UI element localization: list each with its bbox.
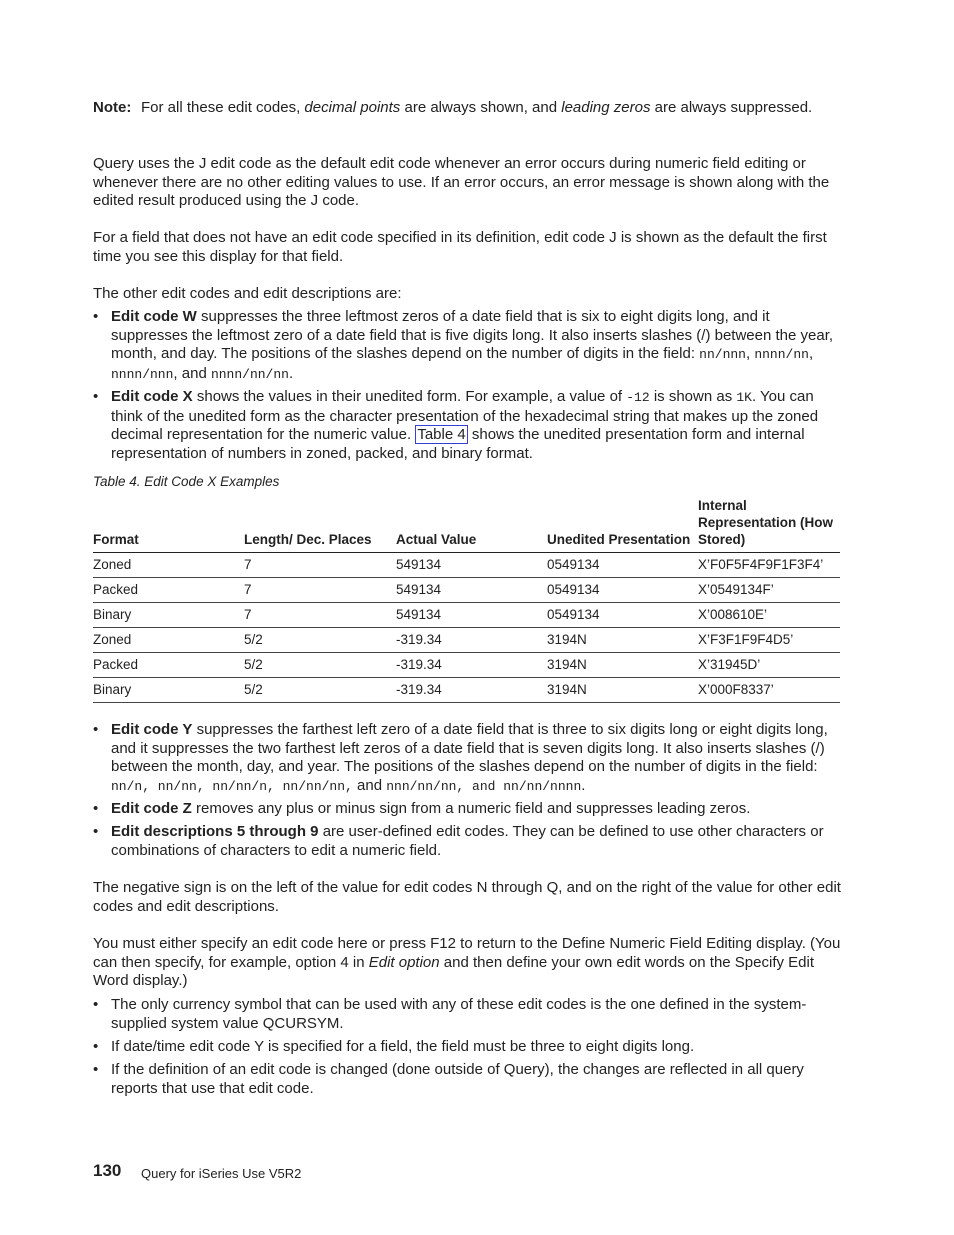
table-caption: Table 4. Edit Code X Examples — [93, 474, 280, 489]
table-row — [93, 603, 840, 628]
bullet-text: Edit code W suppresses the three leftmost zeros of a date field that is six to eight digits long, and it suppresses the leftmost zero of a date field that is five digits long. It also inserts slashes (/) between the year, month, and day. The positions of the slashes depend on the number of digits in the field: nn/nnn, nnnn/nn, nnnn/nnn, and nnnn/nn/nn. — [111, 308, 834, 382]
cell: -319.34 — [396, 653, 547, 678]
cell: Zoned — [93, 553, 244, 578]
cell: Packed — [93, 578, 244, 603]
cell: 0549134 — [547, 603, 698, 628]
note-label: Note: — [93, 99, 132, 116]
bullet-text: Edit code Z removes any plus or minus sign from a numeric field and suppresses leading zeros. — [111, 800, 751, 817]
cell: 7 — [244, 578, 396, 603]
cell: Zoned — [93, 628, 244, 653]
bullet-dot: • — [93, 800, 99, 817]
paragraph-other-codes-intro: The other edit codes and edit descriptions are: — [93, 285, 402, 302]
bullet-text: Edit code X shows the values in their unedited form. For example, a value of -12 is shown as 1K. You can think of the unedited form as the character presentation of the hexadecimal string that makes up the zoned decimal representation for the numeric value. Table 4 shows the unedited presentation form and internal representation of numbers in zoned, packed, and binary format. — [111, 388, 819, 462]
bullet-dot: • — [93, 996, 99, 1013]
table-row — [93, 678, 840, 703]
note-text: For all these edit codes, decimal points are always shown, and leading zeros are always suppressed. — [141, 99, 813, 116]
cell: 7 — [244, 553, 396, 578]
cell: 549134 — [396, 603, 547, 628]
header-unedited: Unedited Presentation — [547, 532, 691, 547]
table-header-row — [93, 497, 840, 553]
cell: 3194N — [547, 653, 698, 678]
cell: -319.34 — [396, 678, 547, 703]
table-row — [93, 578, 840, 603]
cell: Binary — [93, 603, 244, 628]
cell: 3194N — [547, 628, 698, 653]
table-row — [93, 553, 840, 578]
paragraph-default-edit-code: Query uses the J edit code as the default edit code whenever an error occurs during numeric field editing or whenever there are no other editing values to use. If an error occurs, an error message is shown along with the edited result produced using the J code. — [93, 155, 830, 210]
cell: X’31945D’ — [698, 653, 840, 678]
bullet-text: Edit code Y suppresses the farthest left zero of a date field that is three to six digits long or eight digits long, and it suppresses the two farthest left zeros of a date field that is seven digits long. It also inserts slashes (/) between the month, day, and year. The positions of the slashes depend on the number of digits in the field: nn/n, nn/nn, nn/nn/n, nn/nn/nn, and nnn/nn/nn, and nn/nn/nnnn. — [111, 721, 828, 794]
page-number: 130 — [93, 1161, 122, 1180]
cell: 549134 — [396, 553, 547, 578]
cell: 0549134 — [547, 553, 698, 578]
header-internal: Internal Representation (How Stored) — [698, 498, 834, 547]
footer-title: Query for iSeries Use V5R2 — [141, 1166, 302, 1181]
edit-code-x-table — [93, 497, 840, 703]
header-length: Length/ Dec. Places — [244, 532, 372, 547]
cell: X’0549134F’ — [698, 578, 840, 603]
cell: 5/2 — [244, 653, 396, 678]
bullet-dot: • — [93, 388, 99, 405]
cell: 7 — [244, 603, 396, 628]
cell: 3194N — [547, 678, 698, 703]
paragraph-no-edit-code: For a field that does not have an edit code specified in its definition, edit code J is shown as the default the first time you see this display for that field. — [93, 229, 827, 265]
bullet-dot: • — [93, 823, 99, 840]
cell: X’008610E’ — [698, 603, 840, 628]
bullet-text: If the definition of an edit code is changed (done outside of Query), the changes are reflected in all query reports that use that edit code. — [111, 1061, 804, 1097]
table-row — [93, 653, 840, 678]
header-actual-value: Actual Value — [396, 532, 477, 547]
cell: 549134 — [396, 578, 547, 603]
cell: X’F0F5F4F9F1F3F4’ — [698, 553, 840, 578]
table-4-link[interactable]: Table 4 — [417, 426, 466, 444]
header-format: Format — [93, 532, 139, 547]
bullet-text: Edit descriptions 5 through 9 are user-defined edit codes. They can be defined to use other characters or combinations of characters to edit a numeric field. — [111, 823, 824, 859]
bullet-dot: • — [93, 721, 99, 738]
cell: 0549134 — [547, 578, 698, 603]
cell: X’F3F1F9F4D5’ — [698, 628, 840, 653]
bullet-dot: • — [93, 308, 99, 325]
cell: 5/2 — [244, 678, 396, 703]
paragraph-specify-edit-code: You must either specify an edit code here or press F12 to return to the Define Numeric Field Editing display. (You can then specify, for example, option 4 in Edit option and then define your own edit words on the Specify Edit Word display.) — [93, 935, 841, 990]
cell: 5/2 — [244, 628, 396, 653]
bullet-dot: • — [93, 1061, 99, 1078]
paragraph-negative-sign: The negative sign is on the left of the value for edit codes N through Q, and on the right of the value for other edit codes and edit descriptions. — [93, 879, 841, 915]
table-row — [93, 628, 840, 653]
cell: Packed — [93, 653, 244, 678]
cell: Binary — [93, 678, 244, 703]
bullet-text: The only currency symbol that can be used with any of these edit codes is the one defined in the system-supplied system value QCURSYM. — [111, 996, 807, 1032]
cell: -319.34 — [396, 628, 547, 653]
cell: X’000F8337’ — [698, 678, 840, 703]
bullet-text: If date/time edit code Y is specified for a field, the field must be three to eight digits long. — [111, 1038, 695, 1055]
bullet-dot: • — [93, 1038, 99, 1055]
